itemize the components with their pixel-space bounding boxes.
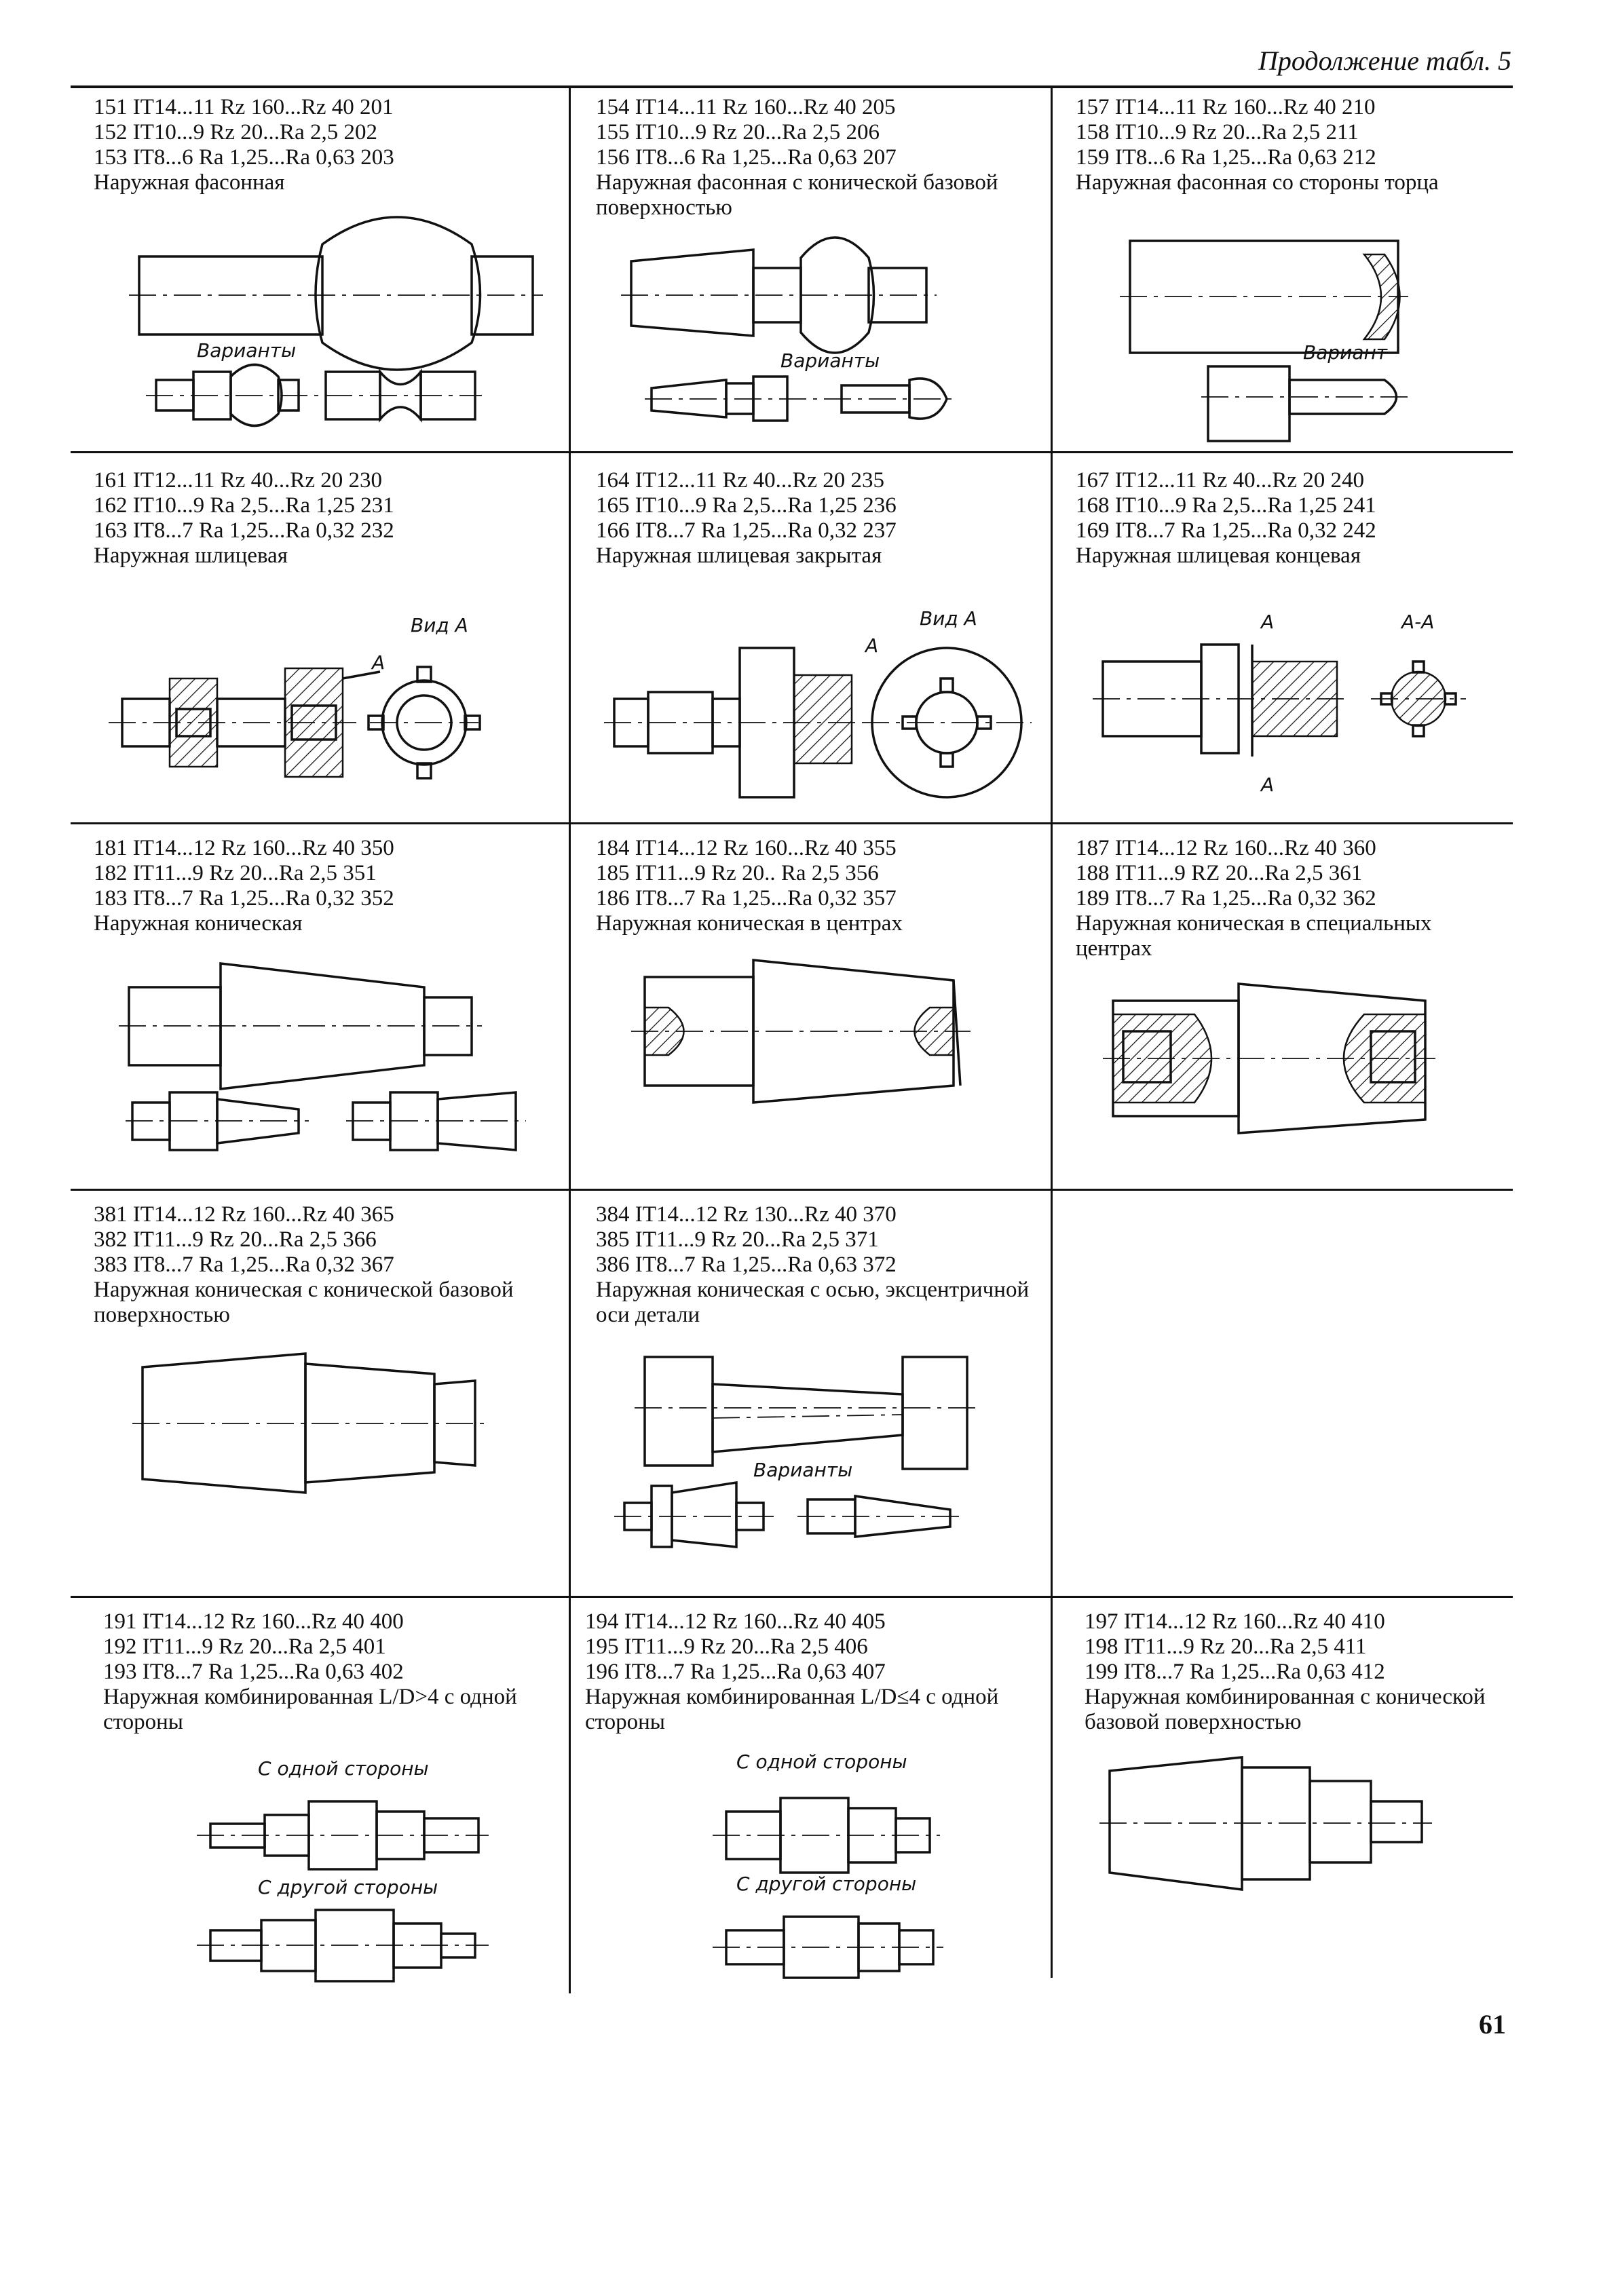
one-side-label: С одной стороны <box>736 1750 907 1773</box>
variants-label: Варианты <box>197 339 297 362</box>
arrow-a-label: А <box>865 634 879 657</box>
cell-codes: 151 IT14...11 Rz 160...Rz 40 201 152 IT10...9 Rz 20...Ra 2,5 202 153 IT8...6 Ra 1,25...Ra 0,63 203 <box>94 95 394 170</box>
cell-description: Наружная фасонная <box>94 170 285 195</box>
other-side-label: С другой стороны <box>736 1873 917 1895</box>
cell-191: 191 IT14...12 Rz 160...Rz 40 400 192 IT11...9 Rz 20...Ra 2,5 401 193 IT8...7 Ra 1,25...Ra 0,63 402 Наружная комбинированная L/D>4 с одной стороны <box>103 1609 517 1734</box>
cell-154: 154 IT14...11 Rz 160...Rz 40 205 155 IT10...9 Rz 20...Ra 2,5 206 156 IT8...6 Ra 1,25...Ra 0,63 207 Наружная фасонная с конической базовой поверхностью <box>596 95 998 220</box>
view-a-label: Вид А <box>411 614 468 636</box>
cell-181: 181 IT14...12 Rz 160...Rz 40 350 182 IT11...9 Rz 20...Ra 2,5 351 183 IT8...7 Ra 1,25...Ra 0,32 352 Наружная коническая <box>94 836 394 936</box>
section-a-label: А <box>1261 611 1275 633</box>
cell-197: 197 IT14...12 Rz 160...Rz 40 410 198 IT11...9 Rz 20...Ra 2,5 411 199 IT8...7 Ra 1,25...Ra 0,63 412 Наружная комбинированная с конической базовой поверхностью <box>1085 1609 1486 1734</box>
one-side-label: С одной стороны <box>258 1757 429 1780</box>
variants-label: Варианты <box>780 349 880 372</box>
arrow-a-label: А <box>372 651 385 674</box>
cell-184: 184 IT14...12 Rz 160...Rz 40 355 185 IT11...9 Rz 20.. Ra 2,5 356 186 IT8...7 Ra 1,25...Ra 0,32 357 Наружная коническая в центрах <box>596 836 903 936</box>
section-a-label-bottom: А <box>1261 773 1275 796</box>
cell-381: 381 IT14...12 Rz 160...Rz 40 365 382 IT11...9 Rz 20...Ra 2,5 366 383 IT8...7 Ra 1,25...Ra 0,32 367 Наружная коническая с конической базовой поверхностью <box>94 1202 514 1327</box>
other-side-label: С другой стороны <box>258 1876 438 1898</box>
cell-384: 384 IT14...12 Rz 130...Rz 40 370 385 IT11...9 Rz 20...Ra 2,5 371 386 IT8...7 Ra 1,25...Ra 0,63 372 Наружная коническая с осью, эксцентричной оси детали <box>596 1202 1030 1327</box>
page-number: 61 <box>1479 2009 1506 2040</box>
cell-194: 194 IT14...12 Rz 160...Rz 40 405 195 IT11...9 Rz 20...Ra 2,5 406 196 IT8...7 Ra 1,25...Ra 0,63 407 Наружная комбинированная L/D≤4 с одной стороны <box>585 1609 999 1734</box>
cell-161: 161 IT12...11 Rz 40...Rz 20 230 162 IT10...9 Ra 2,5...Ra 1,25 231 163 IT8...7 Ra 1,25...Ra 0,32 232 Наружная шлицевая <box>94 468 394 568</box>
cell-164: 164 IT12...11 Rz 40...Rz 20 235 165 IT10...9 Ra 2,5...Ra 1,25 236 166 IT8...7 Ra 1,25...Ra 0,32 237 Наружная шлицевая закрытая <box>596 468 897 568</box>
cell-187: 187 IT14...12 Rz 160...Rz 40 360 188 IT11...9 RZ 20...Ra 2,5 361 189 IT8...7 Ra 1,25...Ra 0,32 362 Наружная коническая в специальных центрах <box>1076 836 1432 961</box>
cell-157: 157 IT14...11 Rz 160...Rz 40 210 158 IT10...9 Rz 20...Ra 2,5 211 159 IT8...6 Ra 1,25...Ra 0,63 212 Наружная фасонная со стороны торца <box>1076 95 1439 195</box>
variant-label: Вариант <box>1303 341 1388 364</box>
view-a-label: Вид А <box>920 607 977 630</box>
variants-label: Варианты <box>753 1459 853 1481</box>
section-aa-label: А-А <box>1401 611 1435 633</box>
cell-167: 167 IT12...11 Rz 40...Rz 20 240 168 IT10...9 Ra 2,5...Ra 1,25 241 169 IT8...7 Ra 1,25...Ra 0,32 242 Наружная шлицевая концевая <box>1076 468 1376 568</box>
table-continuation-header: Продолжение табл. 5 <box>1258 45 1511 76</box>
